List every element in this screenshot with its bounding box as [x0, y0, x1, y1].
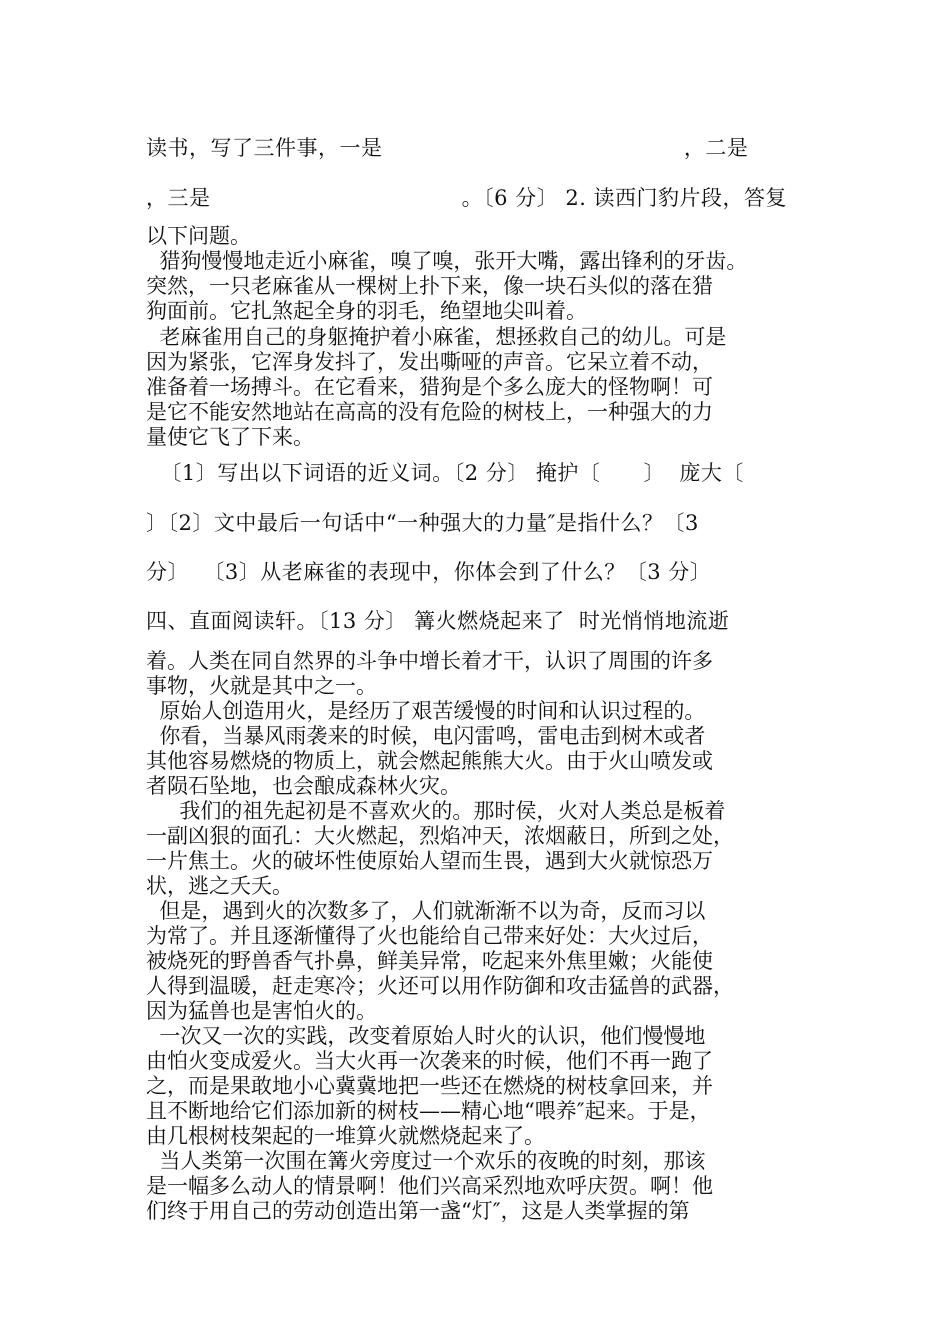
text-line: 〕〔2〕文中最后一句话中“一种强大的力量″是指什么？〔3 [146, 511, 699, 535]
text-line: 但是，遇到火的次数多了，人们就渐渐不以为奇，反而习以 [146, 899, 706, 923]
text-line: 一副凶狠的面孔：大火燃起，烈焰冲天，浓烟蔽日，所到之处， [146, 824, 734, 848]
text-line: 读书，写了三件事，一是 ，二是 [146, 136, 749, 160]
text-line: 突然，一只老麻雀从一棵树上扑下来，像一块石头似的落在猎 [146, 274, 713, 298]
text-line: ，三是 。〔6 分〕 2. 读西门豹片段，答复 [146, 186, 788, 210]
text-line: 老麻雀用自己的身躯掩护着小麻雀，想拯救自己的幼儿。可是 [146, 325, 727, 349]
text-line: 准备着一场搏斗。在它看来，猎狗是个多么庞大的怪物啊！可 [146, 375, 713, 399]
text-line: 人得到温暖，赶走寒冷；火还可以用作防御和攻击猛兽的武器， [146, 974, 734, 998]
text-line: 着。人类在同自然界的斗争中增长着才干，认识了周围的许多 [146, 649, 713, 673]
text-line: 由几根树枝架起的一堆算火就燃烧起来了。 [146, 1124, 545, 1148]
text-line: 原始人创造用火，是经历了艰苦缓慢的时间和认识过程的。 [146, 699, 706, 723]
text-line: 因为紧张，它浑身发抖了，发出嘶哑的声音。它呆立着不动， [146, 350, 713, 374]
text-line: 我们的祖先起初是不喜欢火的。那时侯，火对人类总是板着 [146, 799, 726, 823]
text-line: 们终于用自己的劳动创造出第一盏“灯″，这是人类掌握的第 [146, 1199, 690, 1223]
text-line: 分〕 〔3〕从老麻雀的表现中，你体会到了什么？〔3 分〕 [146, 560, 712, 584]
text-line: 之，而是果敢地小心冀冀地把一些还在燃烧的树枝拿回来，并 [146, 1074, 713, 1098]
text-line: 状，逃之夭夭。 [146, 874, 293, 898]
text-line: 为常了。并且逐渐懂得了火也能给自己带来好处：大火过后， [146, 924, 713, 948]
text-line: 当人类第一次围在篝火旁度过一个欢乐的夜晚的时刻，那该 [146, 1149, 706, 1173]
text-line: 你看，当暴风雨袭来的时候，电闪雷鸣，雷电击到树木或者 [146, 724, 706, 748]
text-line: 一片焦土。火的破坏性使原始人望而生畏，遇到大火就惊恐万 [146, 849, 713, 873]
text-line: 且不断地给它们添加新的树枝——精心地“喂养″起来。于是， [146, 1099, 711, 1123]
text-line: 猎狗慢慢地走近小麻雀，嗅了嗅，张开大嘴，露出锋利的牙齿。 [146, 249, 748, 273]
text-line: 是它不能安然地站在高高的没有危险的树枝上，一种强大的力 [146, 400, 713, 424]
text-line: 量使它飞了下来。 [146, 425, 314, 449]
text-line: 狗面前。它扎煞起全身的羽毛，绝望地尖叫着。 [146, 299, 587, 323]
text-line: 者陨石坠地，也会酿成森林火灾。 [146, 774, 461, 798]
text-line: 因为猛兽也是害怕火的。 [146, 999, 377, 1023]
text-line: 被烧死的野兽香气扑鼻，鲜美异常，吃起来外焦里嫩；火能使 [146, 949, 713, 973]
text-line: 〔1〕写出以下词语的近义词。〔2 分〕 掩护〔 〕 庞大〔 [146, 461, 744, 485]
text-line: 由怕火变成爱火。当大火再一次袭来的时候，他们不再一跑了 [146, 1049, 713, 1073]
text-line: 四、直面阅读轩。〔13 分〕 篝火燃烧起来了 时光悄悄地流逝 [146, 609, 730, 633]
text-line: 是一幅多么动人的情景啊！他们兴高采烈地欢呼庆贺。啊！他 [146, 1174, 713, 1198]
text-line: 其他容易燃烧的物质上，就会燃起熊熊大火。由于火山喷发或 [146, 749, 713, 773]
text-line: 以下问题。 [146, 224, 251, 248]
text-line: 一次又一次的实践，改变着原始人时火的认识，他们慢慢地 [146, 1024, 706, 1048]
text-line: 事物，火就是其中之一。 [146, 674, 377, 698]
